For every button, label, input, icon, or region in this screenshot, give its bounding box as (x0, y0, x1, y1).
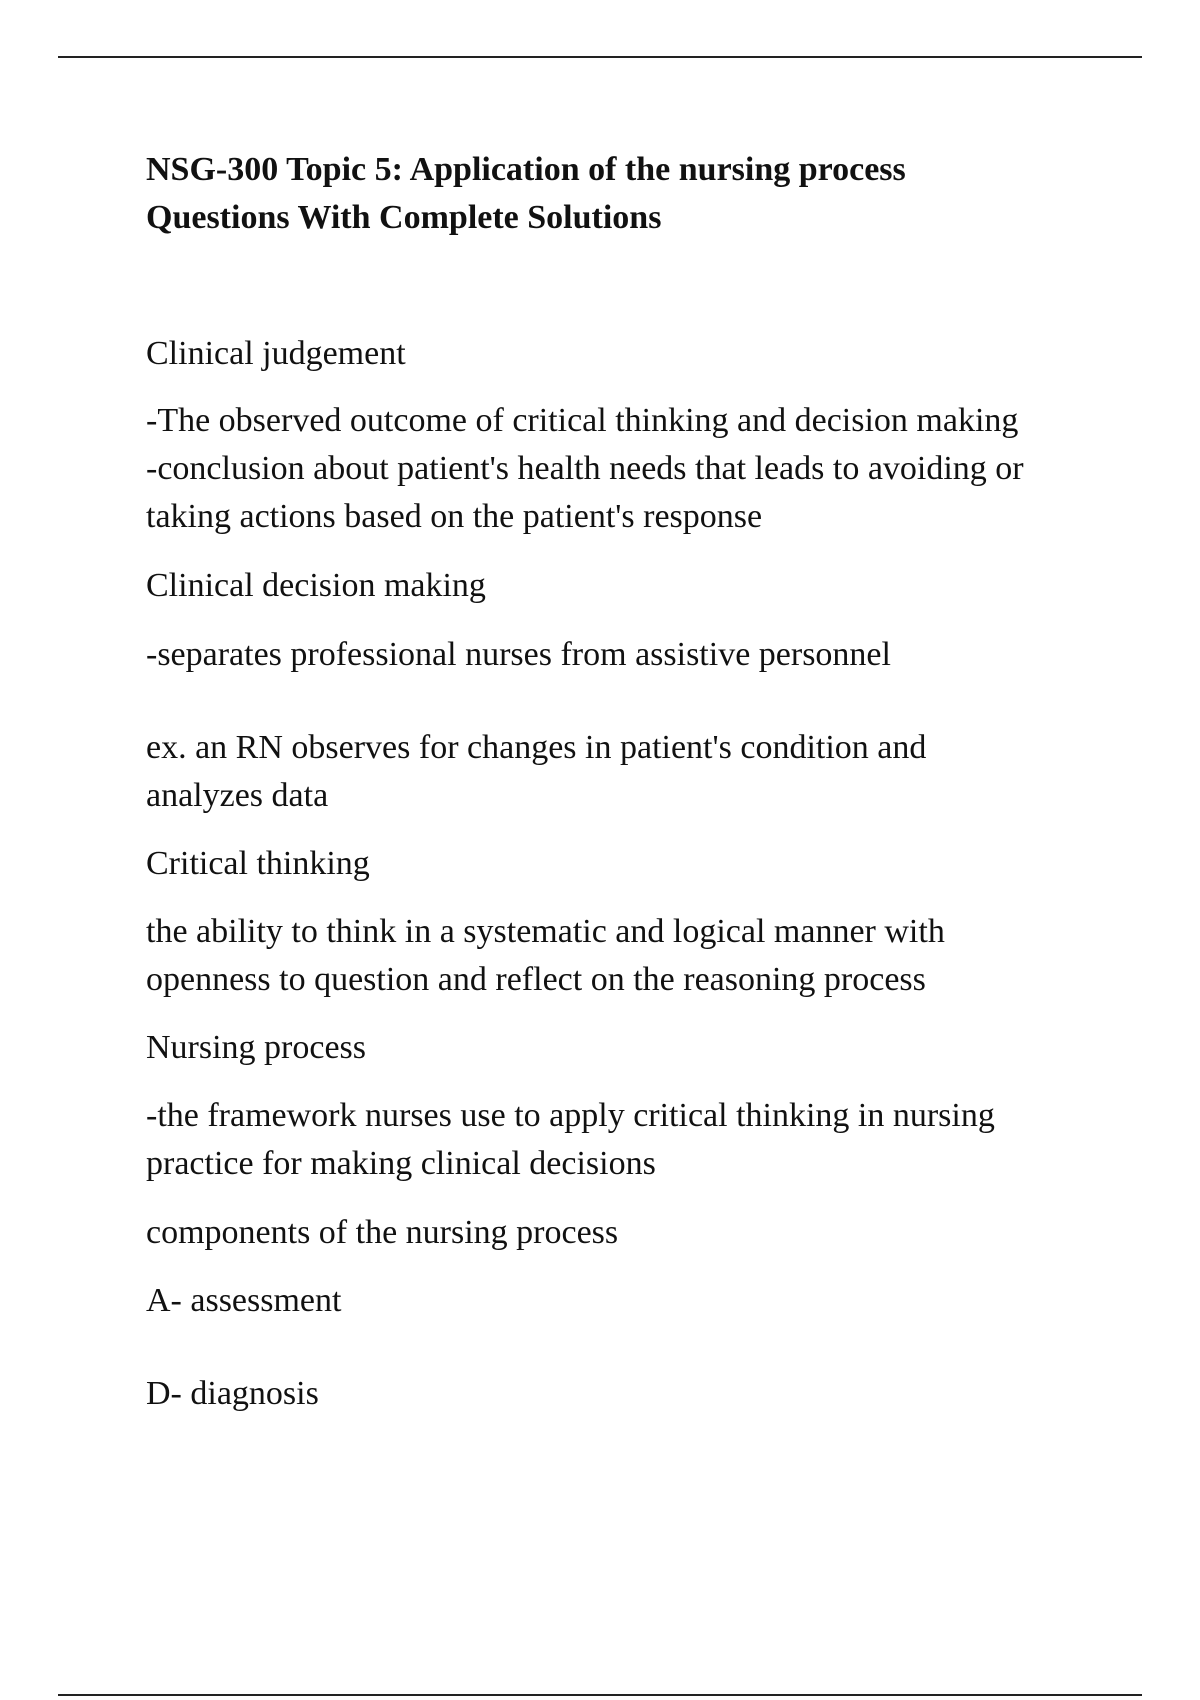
term-critical-thinking (146, 840, 1146, 888)
title-line: NSG-300 Topic 5: Application of the nursing process (146, 151, 906, 188)
text-line: openness to question and reflect on the reasoning process (146, 961, 926, 998)
text-line: -The observed outcome of critical thinking and decision making (146, 402, 1019, 439)
term-clinical-judgement (146, 330, 1146, 378)
text-line: A- assessment (146, 1282, 342, 1319)
text-line: ex. an RN observes for changes in patient's condition and (146, 729, 927, 766)
text-line: Critical thinking (146, 845, 370, 882)
top-rule (58, 56, 1142, 58)
component-assessment (146, 1277, 1146, 1325)
definition-critical-thinking (146, 908, 1146, 1004)
definition-clinical-decision-making (146, 631, 1146, 679)
bottom-rule (58, 1694, 1142, 1696)
title-line: Questions With Complete Solutions (146, 199, 662, 236)
text-line: taking actions based on the patient's response (146, 498, 763, 535)
text-line: -the framework nurses use to apply critical thinking in nursing (146, 1097, 995, 1134)
term-nursing-process (146, 1024, 1146, 1072)
text-line: components of the nursing process (146, 1214, 619, 1251)
example-clinical-decision-making (146, 724, 1146, 820)
term-components-nursing-process (146, 1209, 1146, 1257)
text-line: the ability to think in a systematic and logical manner with (146, 913, 945, 950)
text-line: -conclusion about patient's health needs that leads to avoiding or (146, 450, 1024, 487)
text-line: practice for making clinical decisions (146, 1145, 656, 1182)
text-line: D- diagnosis (146, 1375, 319, 1412)
text-line: Clinical judgement (146, 335, 406, 372)
term-clinical-decision-making (146, 562, 1146, 610)
definition-clinical-judgement (146, 397, 1146, 541)
text-line: -separates professional nurses from assistive personnel (146, 636, 891, 673)
text-line: Clinical decision making (146, 567, 486, 604)
text-line: Nursing process (146, 1029, 367, 1066)
text-line: analyzes data (146, 777, 329, 814)
document-title (146, 146, 1106, 242)
definition-nursing-process (146, 1092, 1146, 1188)
component-diagnosis (146, 1370, 1146, 1418)
